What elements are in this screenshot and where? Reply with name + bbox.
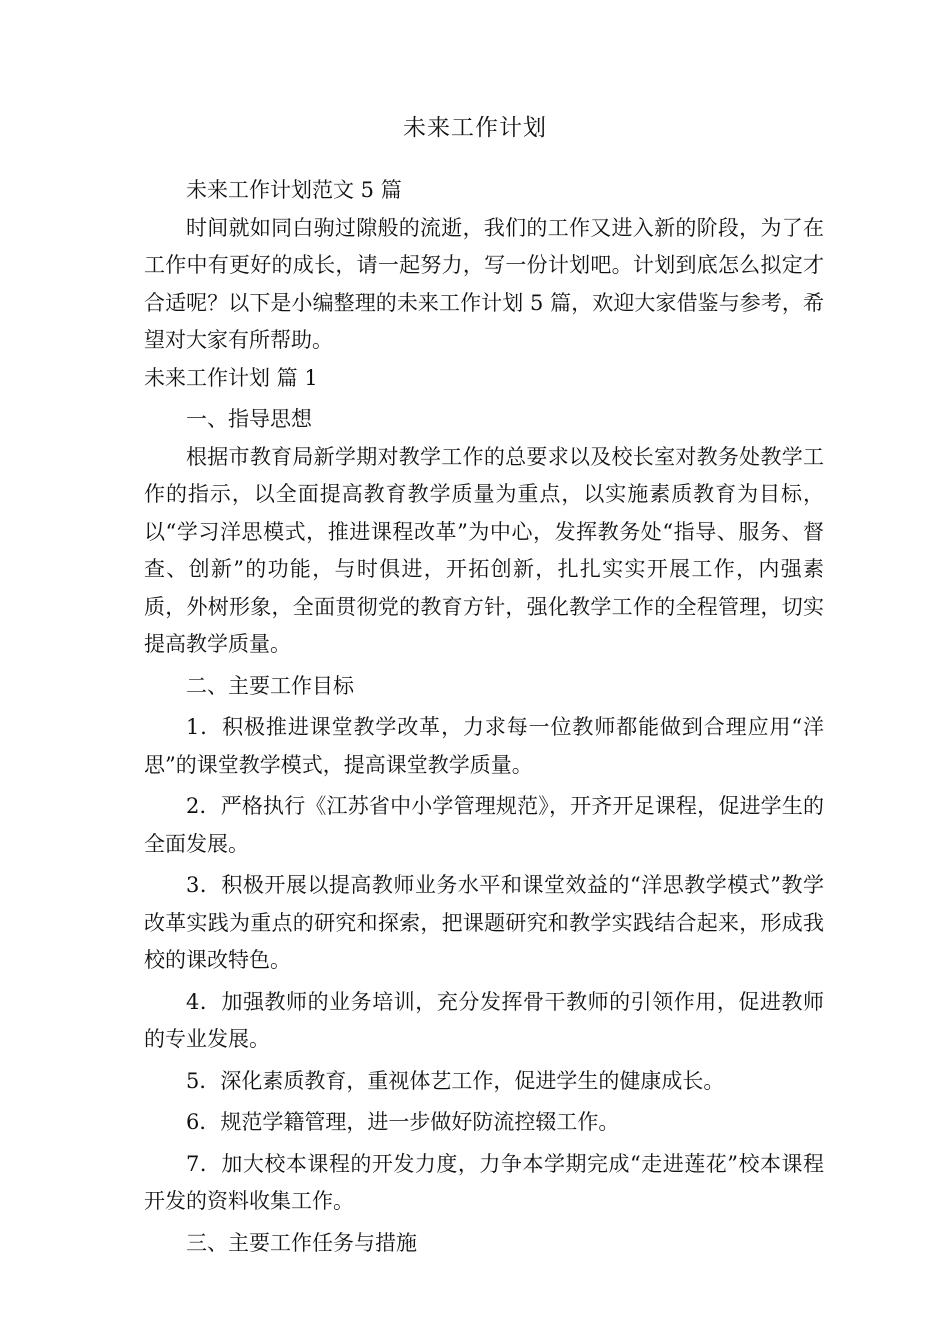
- goal-item: 5．深化素质教育，重视体艺工作，促进学生的健康成长。: [186, 1068, 725, 1093]
- heading-tasks-measures: 三、主要工作任务与措施: [186, 1230, 417, 1255]
- intro-paragraph: 时间就如同白驹过隙般的流逝，我们的工作又进入新的阶段，为了在工作中有更好的成长，请一起努力，写一份计划吧。计划到底怎么拟定才合适呢？以下是小编整理的未来工作计划 5 篇，欢迎大家借鉴与参考，希望对大家有所帮助。: [144, 215, 824, 352]
- heading-guiding-thought: 一、指导思想: [186, 407, 312, 431]
- heading-main-goals: 二、主要工作目标: [186, 673, 354, 698]
- goal-item: 2．严格执行《江苏省中小学管理规范》，开齐开足课程，促进学生的全面发展。: [144, 794, 824, 856]
- goal-item: 4．加强教师的业务培训，充分发挥骨干教师的引领作用，促进教师的专业发展。: [144, 989, 824, 1051]
- guiding-paragraph: 根据市教育局新学期对教学工作的总要求以及校长室对教务处教学工作的指示，以全面提高教育教学质量为重点，以实施素质教育为目标，以“学习洋思模式，推进课程改革”为中心，发挥教务处“指导、服务、督查、创新”的功能，与时俱进，开拓创新，扎扎实实开展工作，内强素质，外树形象，全面贯彻党的教育方针，强化教学工作的全程管理，切实提高教学质量。: [144, 444, 824, 656]
- goal-item: 7．加大校本课程的开发力度，力争本学期完成“走进莲花”校本课程开发的资料收集工作。: [144, 1151, 824, 1213]
- goal-item: 6．规范学籍管理，进一步做好防流控辍工作。: [186, 1110, 620, 1134]
- document-subtitle: 未来工作计划范文 5 篇: [186, 178, 402, 202]
- goal-item: 3．积极开展以提高教师业务水平和课堂效益的“洋思教学模式”教学改革实践为重点的研究和探索，把课题研究和教学实践结合起来，形成我校的课改特色。: [144, 873, 824, 972]
- document-title: 未来工作计划: [403, 115, 547, 141]
- goal-item: 1．积极推进课堂教学改革，力求每一位教师都能做到合理应用“洋思”的课堂教学模式，提高课堂教学质量。: [144, 715, 824, 777]
- section-heading: 未来工作计划 篇 1: [144, 365, 318, 390]
- document-body: [144, 172, 824, 1262]
